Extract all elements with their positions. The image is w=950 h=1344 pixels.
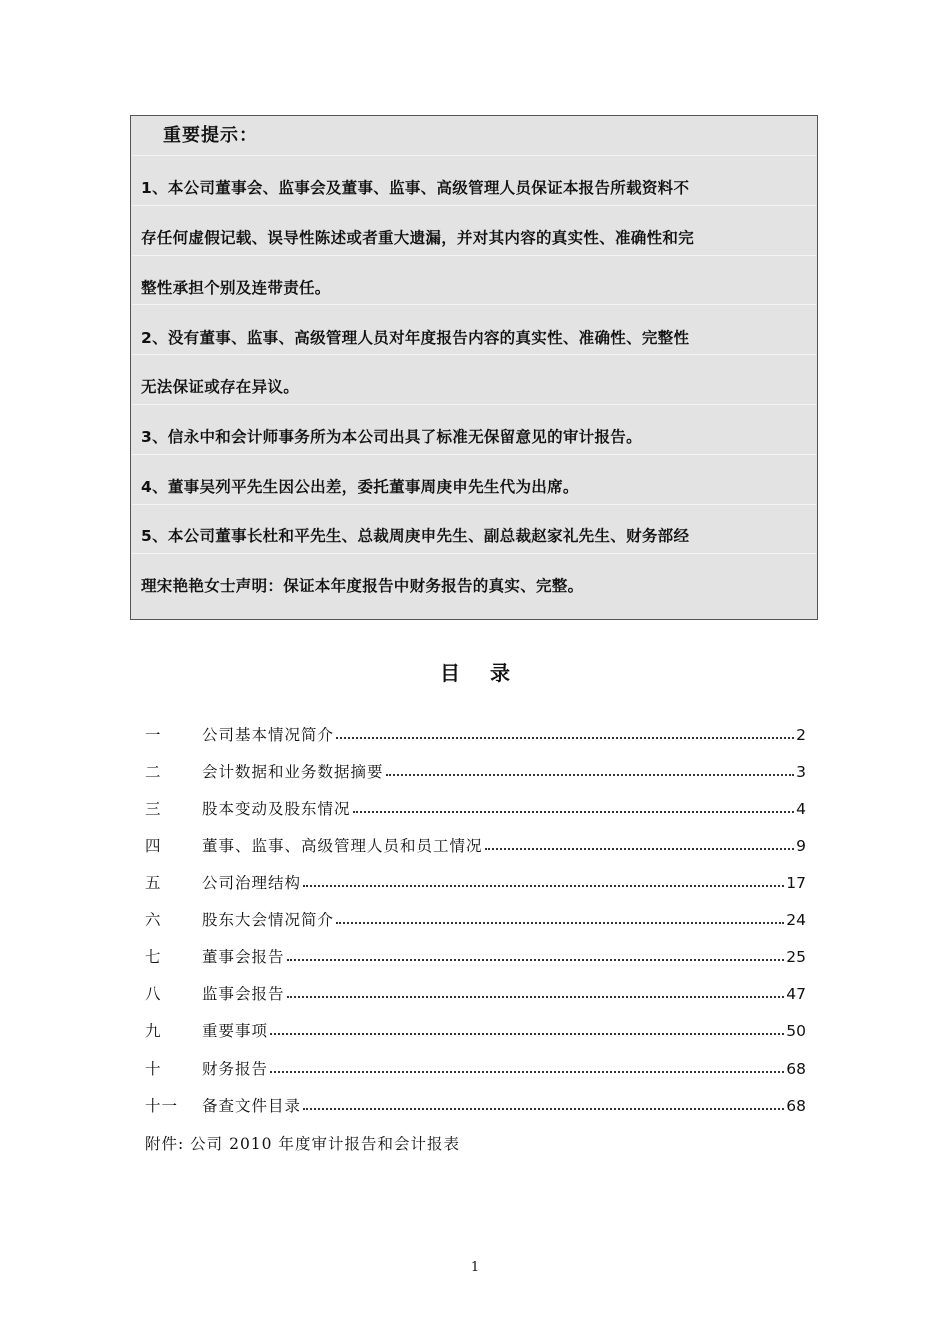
toc-leader-dots: [353, 810, 795, 813]
toc-item-number: 四: [145, 837, 162, 855]
toc-item-label: 会计数据和业务数据摘要: [202, 763, 384, 781]
toc-item-label: 董事会报告: [202, 948, 285, 966]
toc-item-number: 三: [145, 800, 162, 818]
toc-item-number: 二: [145, 763, 162, 781]
toc-item-number: 十一: [145, 1097, 179, 1115]
notice-line-6: 3、信永中和会计师事务所为本公司出具了标准无保留意见的审计报告。: [141, 428, 642, 446]
toc-item-page: 24: [786, 911, 806, 929]
toc-item[interactable]: [145, 945, 806, 969]
toc-item-number: 十: [145, 1060, 162, 1078]
important-notice-box: [130, 115, 818, 620]
toc-item-number: 五: [145, 874, 162, 892]
toc-leader-dots: [386, 773, 795, 776]
notice-rule: [132, 155, 816, 156]
toc-item-number: 七: [145, 948, 162, 966]
toc-item-label: 监事会报告: [202, 985, 285, 1003]
toc-item-number: 八: [145, 985, 162, 1003]
toc-item[interactable]: [145, 797, 806, 821]
appendix-note: 附件: 公司 2010 年度审计报告和会计报表: [145, 1135, 460, 1153]
notice-line-4: 2、没有董事、监事、高级管理人员对年度报告内容的真实性、准确性、完整性: [141, 329, 690, 347]
notice-line-7: 4、董事吴列平先生因公出差，委托董事周庚申先生代为出席。: [141, 478, 579, 496]
notice-line-1: 1、本公司董事会、监事会及董事、监事、高级管理人员保证本报告所载资料不: [141, 179, 690, 197]
toc-item[interactable]: [145, 760, 806, 784]
toc-item[interactable]: [145, 908, 806, 932]
notice-line-9: 理宋艳艳女士声明：保证本年度报告中财务报告的真实、完整。: [141, 577, 584, 595]
notice-rule: [132, 304, 816, 305]
toc-item-page: 47: [786, 985, 806, 1003]
toc-item-label: 财务报告: [202, 1060, 269, 1078]
toc-item-number: 九: [145, 1022, 162, 1040]
notice-line-5: 无法保证或存在异议。: [141, 378, 300, 396]
toc-item[interactable]: [145, 723, 806, 747]
toc-item-page: 68: [786, 1097, 806, 1115]
notice-line-8: 5、本公司董事长杜和平先生、总裁周庚申先生、副总裁赵家礼先生、财务部经: [141, 527, 690, 545]
notice-rule: [132, 255, 816, 256]
toc-item[interactable]: [145, 982, 806, 1006]
page-number: 1: [470, 1260, 480, 1275]
notice-line-3: 整性承担个别及连带责任。: [141, 279, 331, 297]
notice-title: 重要提示：: [163, 125, 258, 146]
toc-item[interactable]: [145, 871, 806, 895]
notice-rule: [132, 205, 816, 206]
notice-rule: [132, 354, 816, 355]
toc-item-page: 2: [796, 726, 806, 744]
toc-item-page: 4: [796, 800, 806, 818]
toc-item[interactable]: [145, 1019, 806, 1043]
toc-item-label: 备查文件目录: [202, 1097, 302, 1115]
toc-item-label: 公司治理结构: [202, 874, 302, 892]
toc-leader-dots: [287, 995, 785, 998]
notice-rule: [132, 404, 816, 405]
toc-item-page: 3: [796, 763, 806, 781]
toc-leader-dots: [336, 736, 794, 739]
toc-leader-dots: [336, 921, 784, 924]
notice-rule: [132, 553, 816, 554]
toc-item-label: 股本变动及股东情况: [202, 800, 351, 818]
toc-item-label: 公司基本情况简介: [202, 726, 335, 744]
toc-leader-dots: [270, 1032, 784, 1035]
toc-item-page: 68: [786, 1060, 806, 1078]
toc-item[interactable]: [145, 1094, 806, 1118]
toc-leader-dots: [303, 884, 784, 887]
toc-item-page: 9: [796, 837, 806, 855]
notice-rule: [132, 504, 816, 505]
toc-item-number: 六: [145, 911, 162, 929]
toc-title: 目录: [440, 661, 540, 685]
notice-line-2: 存任何虚假记载、误导性陈述或者重大遗漏，并对其内容的真实性、准确性和完: [141, 229, 695, 247]
toc-leader-dots: [287, 958, 785, 961]
toc-leader-dots: [303, 1107, 784, 1110]
toc-item-label: 重要事项: [202, 1022, 269, 1040]
toc-item-page: 25: [786, 948, 806, 966]
notice-rule: [132, 454, 816, 455]
toc-item-label: 股东大会情况简介: [202, 911, 335, 929]
toc-item[interactable]: [145, 834, 806, 858]
toc-leader-dots: [270, 1070, 784, 1073]
toc-item-page: 50: [786, 1022, 806, 1040]
toc-leader-dots: [485, 847, 795, 850]
toc-item-page: 17: [786, 874, 806, 892]
toc-item[interactable]: [145, 1057, 806, 1081]
toc-item-label: 董事、监事、高级管理人员和员工情况: [202, 837, 483, 855]
toc-item-number: 一: [145, 726, 162, 744]
